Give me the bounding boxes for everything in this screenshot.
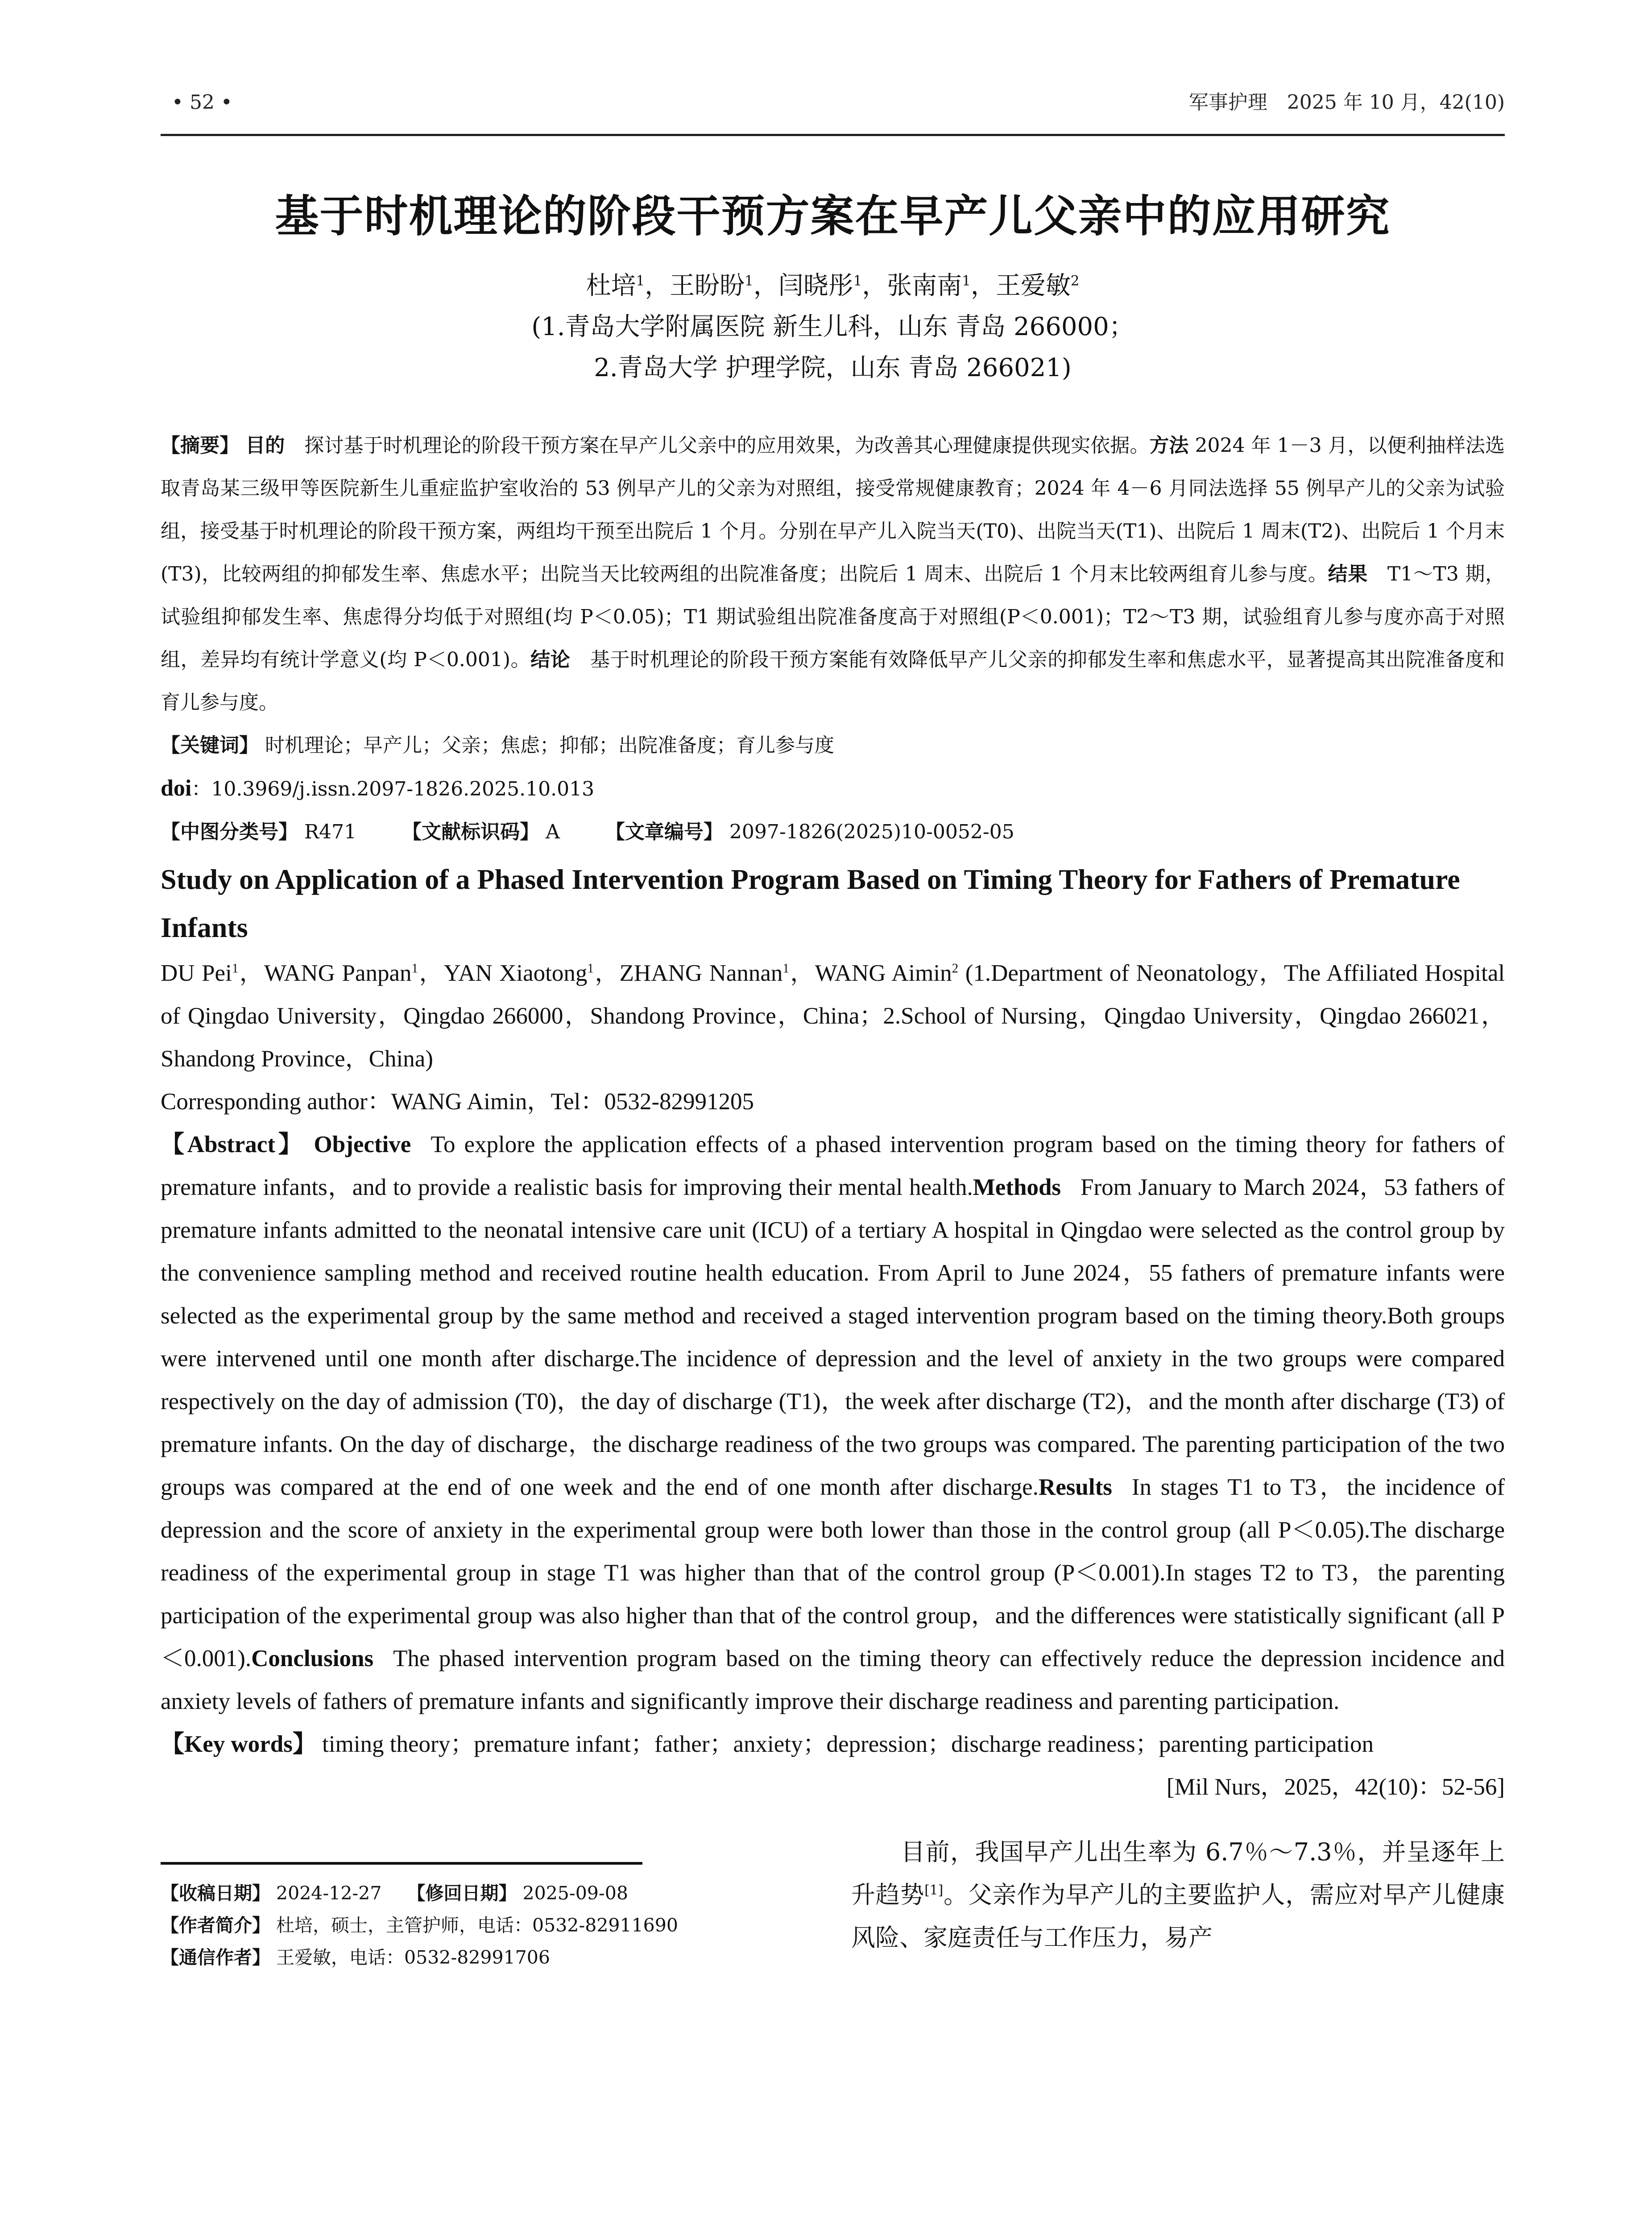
author-name: WANG Aimin [815,960,952,986]
corresponding-label: 【通信作者】 [161,1947,270,1968]
affiliation-cn-2: 2.青岛大学 护理学院，山东 青岛 266021) [594,353,1072,382]
conclusion-label-cn: 结论 [530,648,571,671]
keywords-en [161,1723,1505,1766]
author-separator: ， [238,960,264,986]
running-header [161,0,1505,116]
journal-issue-info: 军事护理 2025 年 10 月，42(10) [1188,91,1505,114]
affiliation-mark: 1 [745,273,754,289]
keywords-text-en: timing theory；premature infant；father；anxiety；depression；discharge readiness；parenting participation [322,1731,1374,1757]
conclusion-text-cn: 基于时机理论的阶段干预方案能有效降低早产儿父亲的抑郁发生率和焦虑水平，显著提高其出院准备度和育儿参与度。 [161,648,1505,714]
classification-line [161,811,1505,854]
article-title-en: Study on Application of a Phased Intervention Program Based on Timing Theory for Fathers of Premature Infants [161,863,1460,943]
author-name: WANG Panpan [264,960,412,986]
article-title-cn: 基于时机理论的阶段干预方案在早产儿父亲中的应用研究 [275,191,1391,242]
clc-label: 【中图分类号】 [161,821,298,843]
footnotes [161,1831,696,1974]
footnote-author-bio [161,1909,696,1941]
author-name: 闫晓彤 [778,271,853,300]
results-text-cn: T1～T3 期，试验组抑郁发生率、焦虑得分均低于对照组(均 P＜0.05)；T1 期试验组出院准备度高于对照组(P＜0.001)；T2～T3 期，试验组育儿参与度亦高于对照组，差异均有统计学意义(均 P＜0.001)。 [161,563,1505,671]
abstract-cn [161,424,1505,724]
affiliation-mark: 1 [962,273,971,289]
methods-text-cn: 2024 年 1－3 月，以便利抽样法选取青岛某三级甲等医院新生儿重症监护室收治的 53 例早产儿的父亲为对照组，接受常规健康教育；2024 年 4－6 月同法选择 55 例早产儿的父亲为试验组，接受基于时机理论的阶段干预方案，两组均干预至出院后 1 个月。分别在早产儿入院当天(T0)、出院当天(T1)、出院后 1 周末(T2)、出院后 1 个月末(T3)，比较两组的抑郁发生率、焦虑水平；出院当天比较两组的出院准备度；出院后 1 周末、出院后 1 个月末比较两组育儿参与度。 [161,434,1505,585]
author-name: 王盼盼 [670,271,745,300]
body-paragraph [851,1831,1505,1974]
reference-marker[interactable]: [1] [924,1883,944,1898]
objective-text-en: To explore the application effects of a phased intervention program based on the timing theory for fathers of premature infants，and to provide a realistic basis for improving their mental health. [161,1132,1505,1200]
article-number-label: 【文章编号】 [605,821,723,843]
doi-label: doi [161,775,192,801]
objective-label-en: Objective [314,1132,411,1157]
affiliation-cn-1: (1.青岛大学附属医院 新生儿科，山东 青岛 266000； [531,312,1134,341]
author-name: YAN Xiaotong [443,960,588,986]
received-date: 2024-12-27 [276,1883,382,1904]
abstract-en [161,1123,1505,1723]
author-bio-label: 【作者简介】 [161,1915,270,1936]
abstract-label-en: 【Abstract】 [161,1132,305,1157]
affiliation-mark: 1 [783,961,789,976]
affiliation-mark: 1 [232,961,239,976]
doi-line [161,767,1505,811]
keywords-label-cn: 【关键词】 [161,734,259,757]
corresponding-text: 王爱敏，电话：0532-82991706 [276,1947,550,1968]
doc-code-label: 【文献标识码】 [402,821,540,843]
author-separator: ， [418,960,444,986]
results-label-en: Results [1038,1474,1112,1500]
footnote-dates [161,1877,696,1909]
author-name: DU Pei [161,960,232,986]
author-separator: ， [753,271,778,300]
citation: [Mil Nurs，2025，42(10)：52-56] [1166,1774,1505,1800]
keywords-cn [161,724,1505,767]
abstract-label-cn: 【摘要】 [161,434,240,457]
body-text-part-1: 目前，我国早产儿出生率为 6.7％～7.3％，并呈逐年上升趋势 [851,1838,1505,1909]
received-label: 【收稿日期】 [161,1883,270,1904]
affiliation-mark: 2 [952,961,959,976]
author-separator: ， [970,271,996,300]
methods-label-cn: 方法 [1149,434,1189,457]
results-label-cn: 结果 [1328,563,1368,585]
author-separator: ， [789,960,815,986]
methods-text-en: From January to March 2024，53 fathers of premature infants admitted to the neonatal intensive care unit (ICU) of a tertiary A hospital in Qingdao were selected as the control group by the convenience sampling method and received routine health education. From April to June 2024，55 fathers of premature infants were selected as the experimental group by the same method and received a staged intervention program based on the timing theory.Both groups were intervened until one month after discharge.The incidence of depression and the level of anxiety in the two groups were compared respectively on the day of admission (T0)，the day of discharge (T1)，the week after discharge (T2)，and the month after discharge (T3) of premature infants. On the day of discharge，the discharge readiness of the two groups was compared. The parenting participation of the two groups was compared at the end of one week and the end of one month after discharge. [161,1174,1505,1500]
bottom-section [161,1831,1505,1974]
footnote-corresponding [161,1941,696,1974]
author-name: 王爱敏 [995,271,1071,300]
results-text-en: In stages T1 to T3，the incidence of depression and the score of anxiety in the experimental group were both lower than those in the control group (all P＜0.05).The discharge readiness of the experimental group in stage T1 was higher than that of the control group (P＜0.001).In stages T2 to T3，the parenting participation of the experimental group was also higher than that of the control group，and the differences were statistically significant (all P＜0.001). [161,1474,1505,1671]
author-bio-text: 杜培，硕士，主管护师，电话：0532-82911690 [276,1915,678,1936]
header-rule [161,134,1505,136]
body-text-part-2: 。父亲作为早产儿的主要监护人，需应对早产儿健康风险、家庭责任与工作压力，易产 [851,1881,1505,1952]
corresponding-author-en: Corresponding author：WANG Aimin，Tel：0532-82991205 [161,1089,754,1115]
revised-date: 2025-09-08 [522,1883,628,1904]
author-name: 杜培 [586,271,636,300]
page-number: • 52 • [172,91,232,114]
clc-value: R471 [304,821,357,843]
author-name: 张南南 [887,271,962,300]
footnote-rule [161,1862,642,1865]
objective-text-cn: 探讨基于时机理论的阶段干预方案在早产儿父亲中的应用效果，为改善其心理健康提供现实依据。 [304,434,1150,457]
author-list-en [161,952,1505,1080]
methods-label-en: Methods [973,1174,1061,1200]
revised-label: 【修回日期】 [407,1883,517,1904]
author-name: ZHANG Nannan [619,960,783,986]
conclusions-text-en: The phased intervention program based on the timing theory can effectively reduce the depression incidence and anxiety levels of fathers of premature infants and significantly improve their discharge readiness and parenting participation. [161,1646,1505,1714]
affiliation-mark: 2 [1070,273,1080,289]
affiliation-mark: 1 [636,273,645,289]
objective-label-cn: 目的 [245,434,285,457]
article-number-value: 2097-1826(2025)10-0052-05 [729,821,1014,843]
affiliation-mark: 1 [587,961,594,976]
conclusions-label-en: Conclusions [251,1646,374,1671]
affiliation-mark: 1 [411,961,418,976]
author-separator: ， [593,960,620,986]
affiliations-en: (1.Department of Neonatology，The Affiliated Hospital of Qingdao University，Qingdao 266000，Shandong Province，China；2.School of Nursing，Qingdao University，Qingdao 266021，Shandong Province，China) [161,960,1505,1072]
author-separator: ， [862,271,887,300]
doi-value[interactable]: ：10.3969/j.issn.2097-1826.2025.10.013 [191,778,595,800]
keywords-label-en: 【Key words】 [161,1731,316,1757]
author-separator: ， [645,271,670,300]
affiliation-mark: 1 [853,273,862,289]
keywords-text-cn: 时机理论；早产儿；父亲；焦虑；抑郁；出院准备度；育儿参与度 [265,734,834,757]
doc-code-value: A [546,821,560,843]
author-list-cn [161,265,1505,307]
